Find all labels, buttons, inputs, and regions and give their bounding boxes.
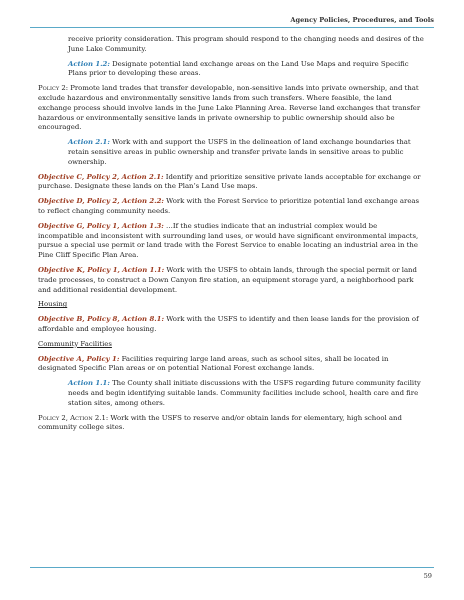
objective-label: Objective K, Policy 1, Action 1.1: [38, 265, 165, 274]
policy-label: Policy 2: [38, 84, 69, 93]
paragraph-action-2-1 [68, 138, 424, 167]
paragraph-objective-c [38, 173, 424, 193]
page-body [38, 35, 424, 438]
objective-label: Objective D, Policy 2, Action 2.2: [38, 197, 164, 206]
paragraph-text: Work with and support the USFS in the delineation of land exchange boundaries that retain sensitive areas in public ownership and transfer private lands in sensitive areas to public ownership. [68, 138, 411, 166]
paragraph-policy-2 [38, 84, 424, 133]
paragraph-objective-d [38, 197, 424, 217]
paragraph-continuation [68, 35, 424, 55]
paragraph-objective-b [38, 315, 424, 335]
paragraph-text: Designate potential land exchange areas on the Land Use Maps and require Specific Plans prior to developing these areas. [68, 59, 409, 78]
objective-label: Objective C, Policy 2, Action 2.1: [38, 172, 164, 181]
paragraph-objective-g [38, 222, 424, 261]
objective-label: Objective A, Policy 1: [38, 354, 120, 363]
paragraph-policy-2-action-2-1 [38, 414, 424, 434]
action-label: Action 2.1: [68, 138, 110, 147]
page-number: 59 [423, 572, 432, 580]
header-divider [30, 27, 434, 28]
action-label: Action 1.2: [68, 59, 110, 68]
paragraph-text: receive priority consideration. This program should respond to the changing needs and desires of the June Lake Community. [68, 35, 424, 53]
paragraph-text: The County shall initiate discussions with the USFS regarding future community facility needs and begin identifying suitable lands. Community facilities include school, health care and fire station sites, among others. [68, 379, 421, 407]
paragraph-text: …If the studies indicate that an industrial complex would be incompatible and inconsistent with surrounding land uses, or would have significant environmental impacts, pursue a special use permit or land trade with the Forest Service to enable locating an industrial area in the Pine Cliff Specific Plan Area. [38, 221, 419, 260]
paragraph-text: Work with the USFS to reserve and/or obtain lands for elementary, high school and community college sites. [38, 413, 402, 432]
paragraph-text: Work with the USFS to identify and then lease lands for the provision of affordable and employee housing. [38, 315, 419, 333]
section-heading-housing: Housing [38, 300, 68, 309]
section-heading-community-facilities: Community Facilities [38, 339, 112, 348]
paragraph-objective-k [38, 266, 424, 295]
paragraph-objective-a [38, 355, 424, 375]
paragraph-text: Promote land trades that transfer developable, non-sensitive lands into private ownership, and that exclude hazardous and environmentally sensitive lands from such transfers. Where feasible, the land exchange process should involve lands in the June Lake Planning Area. Reverse land exchanges that transfer hazardous or environmentally sensitive lands in private ownership to public ownership should also be encouraged. [38, 84, 421, 132]
objective-label: Objective B, Policy 8, Action 8.1: [38, 315, 164, 324]
action-label: Action 1.1: [68, 379, 110, 388]
footer-divider [30, 567, 434, 568]
paragraph-text: Work with the Forest Service to prioritize potential land exchange areas to reflect changing community needs. [38, 197, 420, 215]
paragraph-action-1-1 [68, 379, 424, 408]
objective-label: Objective G, Policy 1, Action 1.3: [38, 221, 164, 230]
paragraph-action-1-2 [68, 60, 424, 80]
policy-label: Policy 2, Action 2.1: [38, 413, 109, 422]
paragraph-text: Identify and prioritize sensitive private lands acceptable for exchange or purchase. Designate these lands on the Plan’s Land Use maps. [38, 172, 421, 191]
running-header: Agency Policies, Procedures, and Tools [290, 16, 434, 24]
paragraph-text: Facilities requiring large land areas, such as school sites, shall be located in designated Specific Plan areas or on potential National Forest exchange lands. [38, 354, 389, 373]
paragraph-text: Work with the USFS to obtain lands, through the special permit or land trade processes, to construct a Down Canyon fire station, an equipment storage yard, a neighborhood park and additional residential development. [38, 265, 417, 294]
